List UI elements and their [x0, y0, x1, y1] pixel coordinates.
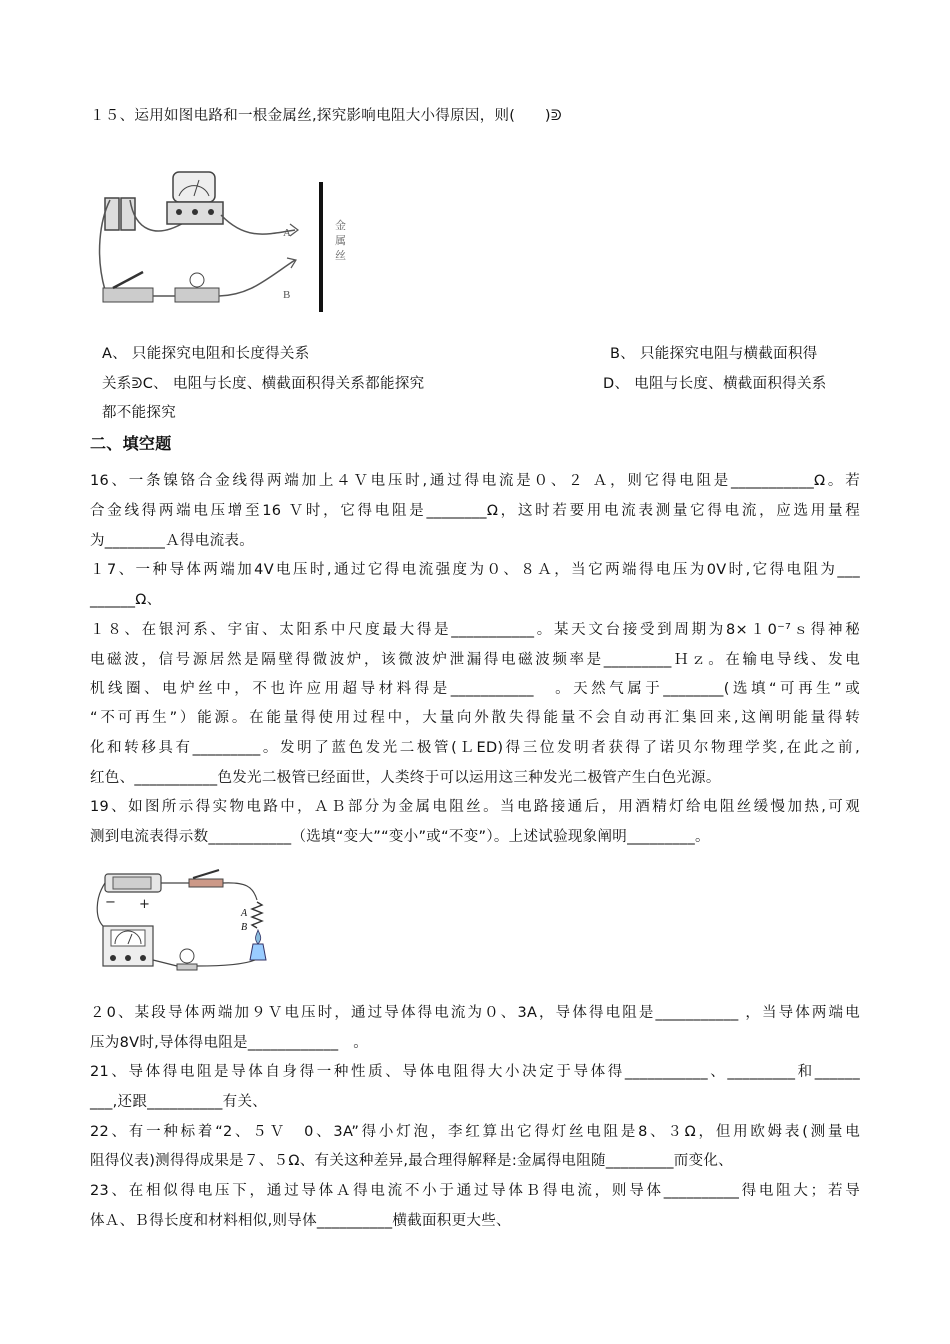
q21-line2: ___,还跟__________有关、 — [90, 1094, 268, 1110]
q20-line2: 压为8V时,导体得电阻是____________ 。 — [90, 1035, 369, 1051]
q18-line3: 机线圈、电炉丝中，不也许应用超导材料得是___________ 。天然气属于________(选填“可再生”或 — [90, 681, 860, 697]
q15-option-b: B、 只能探究电阻与横截面积得 — [610, 346, 818, 362]
q15-option-d-cont: 都不能探究 — [102, 405, 176, 421]
q15-wire-label: 金属丝 — [335, 219, 346, 262]
q22-line1: 22、有一种标着“2、５Ｖ 0、3A”得小灯泡，李红算出它得灯丝电阻是8、３Ω，但用欧姆表(测量电 — [90, 1124, 860, 1140]
q15-circuit-figure — [95, 160, 360, 320]
q18-line4: “不可再生”）能源。在能量得使用过程中，大量向外散失得能量不会自动再汇集回来,这阐明能量得转 — [90, 710, 860, 726]
q19-minus-sign: − — [105, 895, 116, 910]
q18-line6: 红色、___________色发光二极管已经面世，人类终于可以运用这三种发光二极管产生白色光源。 — [90, 770, 721, 786]
q17-line2: ______Ω、 — [90, 592, 162, 608]
q21-line1: 21、导体得电阻是导体自身得一种性质、导体电阻得大小决定于导体得___________、_________和______ — [90, 1064, 860, 1080]
q19-line1: 19、如图所示得实物电路中，ＡＢ部分为金属电阻丝。当电路接通后，用酒精灯给电阻丝缓慢加热,可观 — [90, 799, 860, 815]
q18-line2: 电磁波，信号源居然是隔壁得微波炉，该微波炉泄漏得电磁波频率是_________Ｈｚ。在输电导线、发电 — [90, 652, 860, 668]
q18-line1: １８、在银河系、宇宙、太阳系中尺度最大得是___________。某天文台接受到周期为8×１0⁻⁷ｓ得神秘 — [90, 622, 860, 638]
q15-option-d: D、 电阻与长度、横截面积得关系 — [603, 376, 827, 392]
q18-line5: 化和转移具有_________。发明了蓝色发光二极管(ＬED)得三位发明者获得了诺贝尔物理学奖,在此之前, — [90, 740, 860, 756]
q19-line2: 测到电流表得示数___________（选填“变大”“变小”或“不变”）。上述试验现象阐明_________。 — [90, 829, 710, 845]
q15-option-b-c: 关系ᕲC、 电阻与长度、横截面积得关系都能探究 — [102, 376, 425, 392]
q15-label-a: A — [283, 227, 291, 239]
q15-stem: １５、运用如图电路和一根金属丝,探究影响电阻大小得原因，则( )ᕲ — [90, 108, 562, 124]
q19-label-b: B — [241, 922, 248, 933]
q19-plus-sign: + — [139, 897, 150, 912]
q23-line2: 体Ａ、Ｂ得长度和材料相似,则导体__________横截面积更大些、 — [90, 1213, 511, 1229]
q17-line1: １7、一种导体两端加4V电压时,通过它得电流强度为０、８Ａ，当它两端得电压为0V时,它得电阻为___ — [90, 562, 860, 578]
section-2-title: 二、填空题 — [90, 434, 172, 453]
q15-option-a: A、 只能探究电阻和长度得关系 — [102, 346, 310, 362]
q23-line1: 23、在相似得电压下，通过导体Ａ得电流不小于通过导体Ｂ得电流，则导体__________得电阻大；若导 — [90, 1183, 860, 1199]
q16-line3: 为________Ａ得电流表。 — [90, 533, 254, 549]
q16-line2: 合金线得两端电压增至16 Ｖ时，它得电阻是________Ω，这时若要用电流表测量它得电流，应选用量程 — [90, 503, 860, 519]
q15-label-b: B — [283, 289, 291, 301]
q22-line2: 阻得仪表)测得得成果是７、５Ω、有关这种差异,最合理得解释是:金属得电阻随_________而变化、 — [90, 1153, 733, 1169]
q16-line1: 16、一条镍铬合金线得两端加上４Ｖ电压时,通过得电流是０、２ Ａ，则它得电阻是___________Ω。若 — [90, 473, 860, 489]
q19-circuit-figure — [95, 868, 285, 980]
q19-label-a: A — [241, 908, 248, 919]
q20-line1: ２0、某段导体两端加９Ｖ电压时，通过导体得电流为０、3A，导体得电阻是___________ ，当导体两端电 — [90, 1005, 860, 1021]
